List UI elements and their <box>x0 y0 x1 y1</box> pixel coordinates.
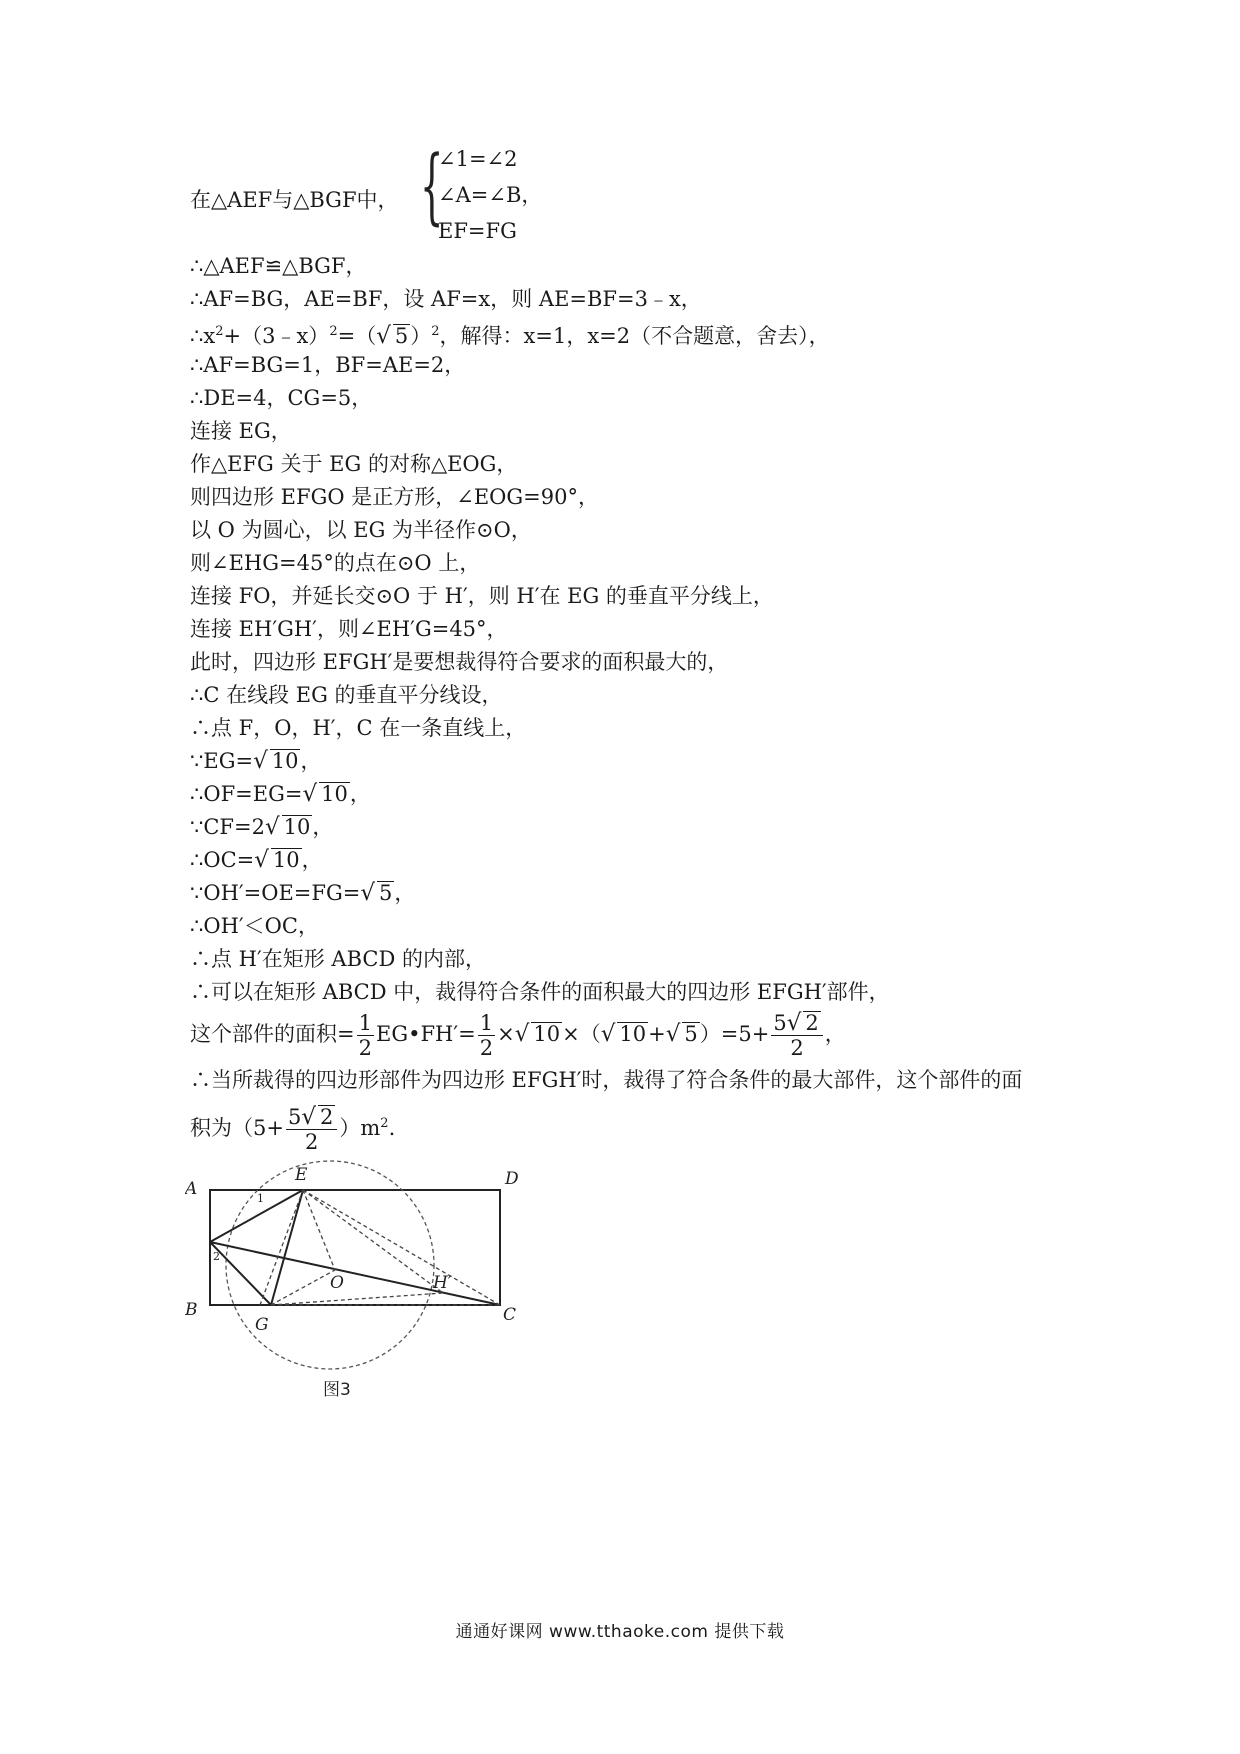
geometry-figure <box>185 1160 525 1410</box>
proof-line-4: $\therefore x^2+(3﹣x)^2=(√$ 5）$^2$，解得：x=1，x=2（不合题意，舍去）， <box>190 323 830 349</box>
label-e: E <box>295 1165 308 1185</box>
proof-line-6: ∴DE=4，CG=5， <box>190 386 373 410</box>
proof-line-21: ∵OH′=OE=FG=√ 5， <box>190 880 416 906</box>
proof-line-3: ∴AF=BG，AE=BF，设 AF=x，则 AE=BF=3﹣x， <box>190 287 702 311</box>
brace-item-2: ∠A=∠B， <box>438 183 543 207</box>
page-footer: 通通好课网 www.tthaoke.com 提供下载 <box>455 1622 785 1642</box>
label-a: A <box>185 1179 198 1199</box>
segment-eo <box>303 1190 335 1270</box>
proof-line-9: 则四边形 EFGO 是正方形，∠EOG=90°， <box>190 485 599 509</box>
proof-line-17: ∵EG=√ 10， <box>190 748 322 774</box>
proof-line-24: ∴可以在矩形 ABCD 中，裁得符合条件的面积最大的四边形 EFGH′部件， <box>190 980 890 1004</box>
proof-line-14: 此时，四边形 EFGH′是要想裁得符合要求的面积最大的， <box>190 650 729 674</box>
label-c: C <box>503 1305 517 1325</box>
brace-system <box>420 139 543 250</box>
proof-line-11: 则∠EHG=45°的点在⊙O 上， <box>190 551 481 575</box>
label-h-prime: H′ <box>433 1273 452 1293</box>
proof-line-12: 连接 FO，并延长交⊙O 于 H′，则 H′在 EG 的垂直平分线上， <box>190 584 774 608</box>
proof-line-5: ∴AF=BG=1，BF=AE=2， <box>190 353 466 377</box>
segment-gh <box>271 1293 443 1305</box>
segment-dashed-left <box>260 1190 303 1305</box>
left-brace: { <box>420 139 444 234</box>
label-angle-1: 1 <box>257 1192 264 1205</box>
label-o: O <box>330 1273 344 1293</box>
proof-line-15: ∴C 在线段 EG 的垂直平分线设， <box>190 683 503 707</box>
proof-line-23: ∴点 H′在矩形 ABCD 的内部， <box>190 947 486 971</box>
proof-line-18: ∴OF=EG=√ 10， <box>190 781 371 807</box>
proof-line-10: 以 O 为圆心，以 EG 为半径作⊙O， <box>190 518 532 542</box>
proof-line-8: 作△EFG 关于 EG 的对称△EOG， <box>190 452 518 476</box>
fraction-half-2: $\frac{1}{2}$ <box>479 1011 494 1060</box>
fraction-five-root-two: $\frac{5√ 2}{2}$ <box>771 1011 822 1060</box>
label-d: D <box>505 1169 519 1189</box>
proof-line-20: ∴OC=√ 10， <box>190 847 323 873</box>
proof-line-1: 在△AEF与△BGF中， <box>190 188 399 212</box>
proof-line-27: 积为（5+ $\frac{5√ 2}{2}$ ）$m^2$. <box>190 1104 396 1154</box>
label-angle-2: 2 <box>213 1250 220 1263</box>
proof-line-2: ∴△AEF≌△BGF， <box>190 254 367 278</box>
brace-item-1: ∠1=∠2 <box>438 147 518 171</box>
segment-go <box>271 1270 335 1305</box>
figure-caption: 图3 <box>323 1380 351 1400</box>
proof-line-16: ∴点 F，O，H′，C 在一条直线上， <box>190 716 527 740</box>
proof-line-7: 连接 EG， <box>190 419 292 443</box>
proof-line-22: ∴OH′＜OC， <box>190 914 319 938</box>
label-b: B <box>185 1300 198 1320</box>
fraction-half-1: $\frac{1}{2}$ <box>358 1011 372 1060</box>
proof-line-26: ∴当所裁得的四边形部件为四边形 EFGH′时，裁得了符合条件的最大部件，这个部件的面 <box>190 1068 1023 1092</box>
fraction-answer: $\frac{5√ 2}{2}$ <box>286 1105 337 1154</box>
proof-line-19: ∵CF=2√ 10， <box>190 814 334 840</box>
brace-item-3: EF=FG <box>438 219 517 243</box>
segment-fc <box>210 1242 500 1305</box>
proof-line-13: 连接 EH′GH′，则∠EH′G=45°， <box>190 617 508 641</box>
proof-line-25: 这个部件的面积= $\frac{1}{2}$ EG•FH′= $\frac{1}{2}$ ×√ 10×（√ 10+√ 5）=5+ $\frac{5√ 2}{2}$ ， <box>190 1010 846 1060</box>
segment-eg <box>271 1190 303 1305</box>
label-g: G <box>255 1315 269 1335</box>
